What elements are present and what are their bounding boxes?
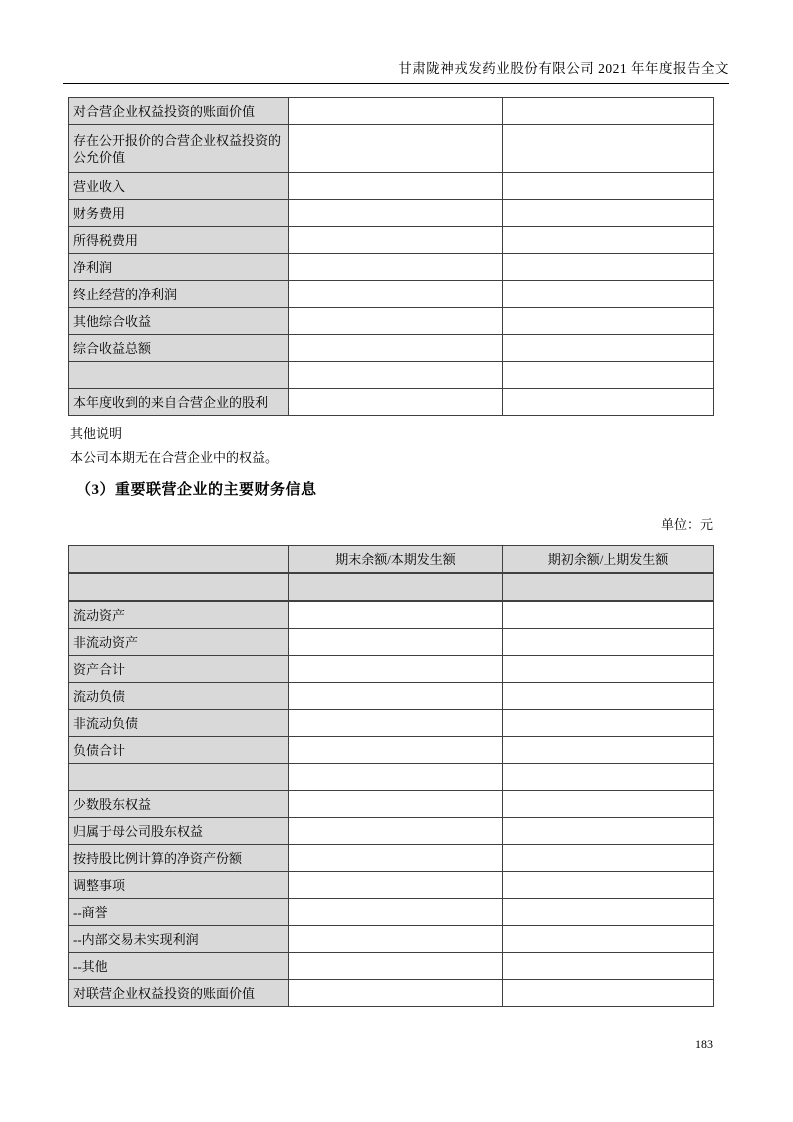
table-row: [69, 710, 714, 737]
value-cell: [503, 764, 714, 791]
row-label: 归属于母公司股东权益: [69, 818, 289, 845]
header-cell-empty: [69, 546, 289, 574]
value-cell: [289, 125, 503, 173]
value-cell: [289, 764, 503, 791]
associate-table: [68, 545, 714, 1007]
table-row: [69, 389, 714, 416]
value-cell: [289, 899, 503, 926]
table-row: [69, 791, 714, 818]
table-row: [69, 281, 714, 308]
value-cell: [289, 791, 503, 818]
table-row: [69, 629, 714, 656]
table-header-row: [69, 546, 714, 574]
page-number: 183: [695, 1037, 713, 1051]
row-label: 少数股东权益: [69, 791, 289, 818]
value-cell: [289, 98, 503, 125]
table-row: [69, 764, 714, 791]
table-row: [69, 926, 714, 953]
row-label: --内部交易未实现利润: [69, 926, 289, 953]
row-label: [69, 764, 289, 791]
value-cell: [289, 389, 503, 416]
row-label: 非流动资产: [69, 629, 289, 656]
value-cell: [289, 926, 503, 953]
value-cell: [289, 710, 503, 737]
value-cell: [503, 335, 714, 362]
table-subheader-row: [69, 573, 714, 601]
running-header: 甘肃陇神戎发药业股份有限公司 2021 年年度报告全文: [398, 61, 729, 76]
row-label: 本年度收到的来自合营企业的股利: [69, 389, 289, 416]
table-row: [69, 98, 714, 125]
value-cell: [503, 227, 714, 254]
table-row: [69, 362, 714, 389]
header-cell-prior: 期初余额/上期发生额: [503, 546, 714, 574]
subheader-cell: [69, 573, 289, 601]
value-cell: [503, 125, 714, 173]
value-cell: [503, 362, 714, 389]
row-label: 综合收益总额: [69, 335, 289, 362]
value-cell: [289, 737, 503, 764]
value-cell: [503, 200, 714, 227]
value-cell: [503, 656, 714, 683]
value-cell: [289, 281, 503, 308]
value-cell: [503, 953, 714, 980]
row-label: 对合营企业权益投资的账面价值: [69, 98, 289, 125]
table-row: [69, 845, 714, 872]
value-cell: [503, 899, 714, 926]
row-label: 财务费用: [69, 200, 289, 227]
table-row: [69, 656, 714, 683]
table-row: [69, 254, 714, 281]
value-cell: [503, 629, 714, 656]
value-cell: [503, 818, 714, 845]
value-cell: [503, 710, 714, 737]
value-cell: [503, 601, 714, 629]
value-cell: [289, 173, 503, 200]
table-row: [69, 818, 714, 845]
row-label: 对联营企业权益投资的账面价值: [69, 980, 289, 1007]
table-row: [69, 899, 714, 926]
table-row: [69, 737, 714, 764]
value-cell: [289, 845, 503, 872]
row-label: 存在公开报价的合营企业权益投资的公允价值: [69, 125, 289, 173]
value-cell: [289, 200, 503, 227]
row-label: 其他综合收益: [69, 308, 289, 335]
table-row: [69, 953, 714, 980]
table-row: [69, 872, 714, 899]
row-label: 流动负债: [69, 683, 289, 710]
row-label: 净利润: [69, 254, 289, 281]
value-cell: [289, 254, 503, 281]
value-cell: [503, 872, 714, 899]
value-cell: [503, 737, 714, 764]
value-cell: [503, 980, 714, 1007]
value-cell: [289, 308, 503, 335]
joint-venture-table: [68, 97, 714, 416]
value-cell: [503, 791, 714, 818]
value-cell: [289, 601, 503, 629]
table-row: [69, 173, 714, 200]
value-cell: [289, 656, 503, 683]
row-label: --商誉: [69, 899, 289, 926]
unit-label: 单位：元: [660, 517, 713, 532]
value-cell: [289, 683, 503, 710]
value-cell: [289, 980, 503, 1007]
row-label: 流动资产: [69, 601, 289, 629]
value-cell: [503, 254, 714, 281]
value-cell: [289, 227, 503, 254]
value-cell: [503, 389, 714, 416]
row-label: 调整事项: [69, 872, 289, 899]
row-label: 非流动负债: [69, 710, 289, 737]
value-cell: [289, 629, 503, 656]
table-row: [69, 125, 714, 173]
header-cell-current: 期末余额/本期发生额: [289, 546, 503, 574]
other-note-title: 其他说明: [70, 426, 123, 441]
value-cell: [503, 173, 714, 200]
value-cell: [503, 926, 714, 953]
table-row: [69, 200, 714, 227]
row-label: 负债合计: [69, 737, 289, 764]
value-cell: [289, 818, 503, 845]
subheader-cell: [503, 573, 714, 601]
row-label: --其他: [69, 953, 289, 980]
table-row: [69, 683, 714, 710]
value-cell: [289, 362, 503, 389]
row-label: 所得税费用: [69, 227, 289, 254]
row-label: 资产合计: [69, 656, 289, 683]
row-label: 按持股比例计算的净资产份额: [69, 845, 289, 872]
table-row: [69, 308, 714, 335]
value-cell: [503, 98, 714, 125]
other-note-body: 本公司本期无在合营企业中的权益。: [70, 450, 279, 465]
row-label: 终止经营的净利润: [69, 281, 289, 308]
table-row: [69, 601, 714, 629]
table-row: [69, 227, 714, 254]
value-cell: [503, 845, 714, 872]
subheader-cell: [289, 573, 503, 601]
value-cell: [289, 953, 503, 980]
value-cell: [503, 281, 714, 308]
value-cell: [503, 308, 714, 335]
row-label: [69, 362, 289, 389]
table-row: [69, 335, 714, 362]
section-heading: （3）重要联营企业的主要财务信息: [76, 482, 317, 498]
value-cell: [503, 683, 714, 710]
header-divider: [63, 83, 729, 84]
value-cell: [289, 335, 503, 362]
value-cell: [289, 872, 503, 899]
table-row: [69, 980, 714, 1007]
row-label: 营业收入: [69, 173, 289, 200]
